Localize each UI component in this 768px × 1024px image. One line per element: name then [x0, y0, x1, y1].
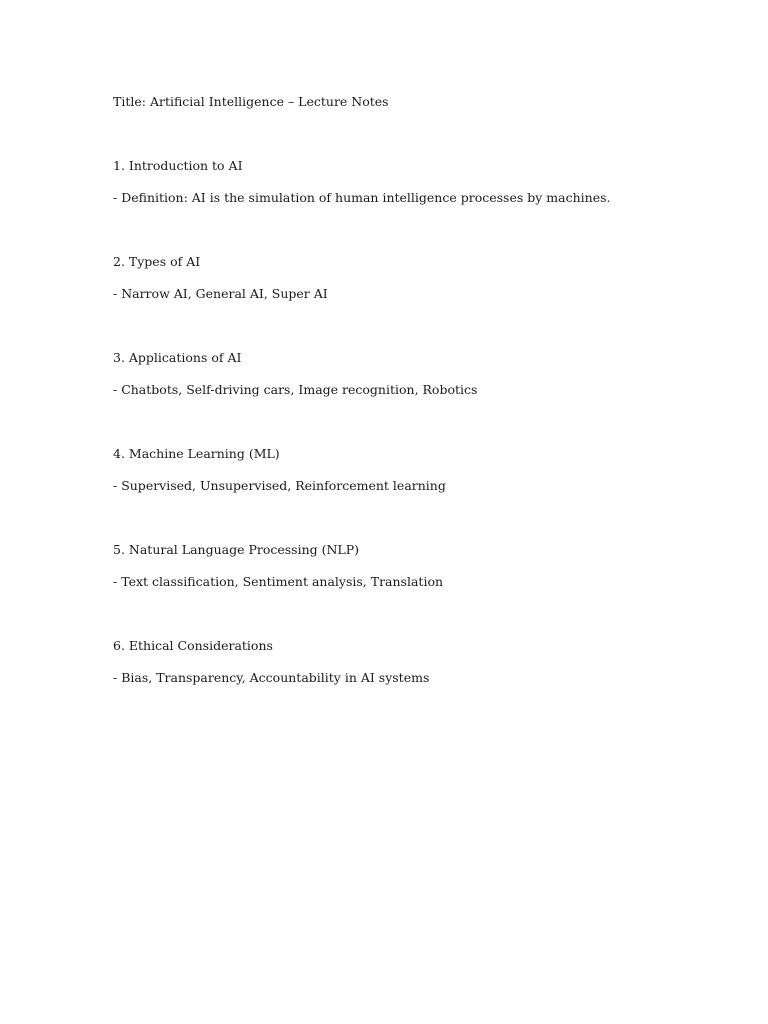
section-heading-machine-learning: 4. Machine Learning (ML) [113, 446, 280, 461]
section-body-nlp: - Text classification, Sentiment analysis, Translation [113, 574, 444, 589]
section-heading-introduction: 1. Introduction to AI [113, 158, 243, 173]
document-title: Title: Artificial Intelligence – Lecture Notes [113, 94, 389, 109]
section-body-types: - Narrow AI, General AI, Super AI [113, 286, 328, 301]
section-heading-ethics: 6. Ethical Considerations [113, 638, 273, 653]
section-body-machine-learning: - Supervised, Unsupervised, Reinforcement learning [113, 478, 446, 493]
section-body-applications: - Chatbots, Self-driving cars, Image recognition, Robotics [113, 382, 478, 397]
section-body-introduction: - Definition: AI is the simulation of human intelligence processes by machines. [113, 190, 611, 205]
section-heading-types: 2. Types of AI [113, 254, 201, 269]
section-body-ethics: - Bias, Transparency, Accountability in AI systems [113, 670, 430, 685]
section-heading-applications: 3. Applications of AI [113, 350, 242, 365]
section-heading-nlp: 5. Natural Language Processing (NLP) [113, 542, 360, 557]
